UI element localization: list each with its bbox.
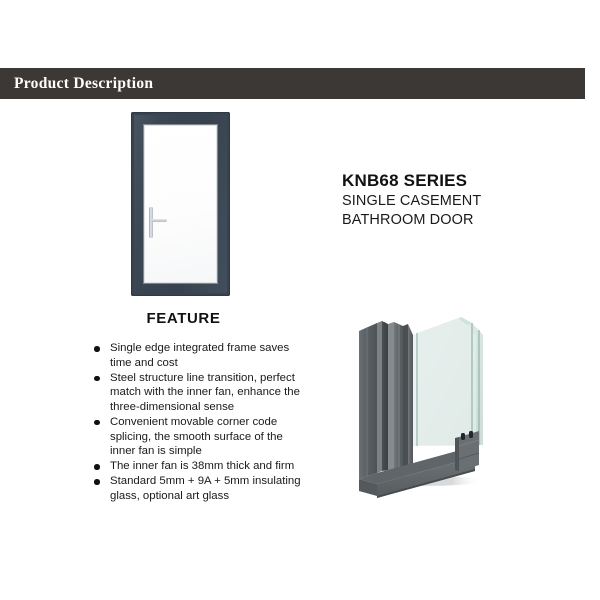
list-item xyxy=(92,459,304,474)
frame-thermal-break xyxy=(394,322,403,469)
list-item xyxy=(92,415,304,459)
bullet-icon xyxy=(94,479,100,485)
product-subtitle-line-2: BATHROOM DOOR xyxy=(342,212,474,228)
gasket-nub-2 xyxy=(469,431,473,438)
list-item xyxy=(92,474,304,503)
list-item-label: Steel structure line transition, perfect match with the inner fan, enhance the three-dimensional sense xyxy=(110,371,300,413)
product-subtitle-line-1: SINGLE CASEMENT xyxy=(342,193,482,209)
product-description-header-bar xyxy=(0,68,585,99)
frame-groove-2 xyxy=(403,324,408,468)
product-title-block xyxy=(342,170,572,230)
glass-inner-pane xyxy=(413,319,476,446)
drainage-channel-side xyxy=(455,437,459,471)
frame-rib-highlight xyxy=(388,322,394,470)
door-product-image xyxy=(131,112,230,296)
list-item-label: Standard 5mm + 9A + 5mm insulating glass, optional art glass xyxy=(110,475,301,502)
door-glass-panel xyxy=(144,125,217,283)
bullet-icon xyxy=(94,420,100,426)
product-series-name: KNB68 SERIES xyxy=(342,171,468,190)
gasket-nub-1 xyxy=(461,433,465,440)
list-item-label: Convenient movable corner code splicing, the smooth surface of the inner fan is simple xyxy=(110,415,283,458)
frame-glazing-bead xyxy=(408,324,413,467)
door-handle-lever-icon xyxy=(151,219,167,222)
feature-list xyxy=(92,341,304,504)
frame-outer-highlight xyxy=(377,321,382,473)
door-profile-cross-section-image xyxy=(355,305,500,505)
frame-outer-face xyxy=(359,323,377,479)
list-item xyxy=(92,341,304,370)
bullet-icon xyxy=(94,346,100,352)
bullet-icon xyxy=(94,464,100,470)
page-title: Product Description xyxy=(14,74,154,92)
feature-section-heading: FEATURE xyxy=(146,310,221,327)
list-item-label: Single edge integrated frame saves time and cost xyxy=(110,342,290,369)
list-item-label: The inner fan is 38mm thick and firm xyxy=(110,460,295,473)
door-handle-plate xyxy=(149,207,153,238)
list-item xyxy=(92,371,304,415)
profile-illustration xyxy=(355,305,500,505)
bullet-icon xyxy=(94,376,100,382)
